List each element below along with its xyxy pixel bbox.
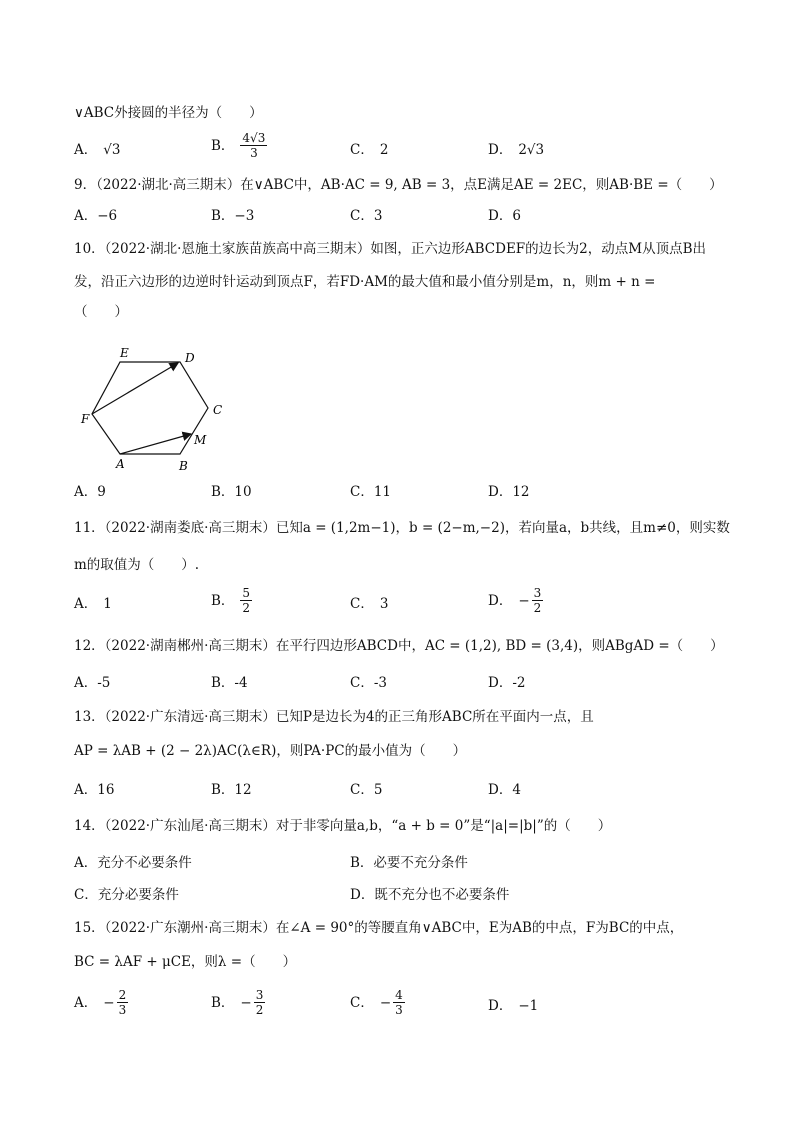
- option-b[interactable]: B．必要不充分条件: [350, 855, 468, 871]
- question-12-stem: 12．（2022·湖南郴州·高三期末）在平行四边形ABCD中，AC = (1,2), BD = (3,4)，则ABgAD =（ ）: [74, 638, 724, 654]
- option-a[interactable]: A．充分不必要条件: [74, 855, 192, 871]
- label-c: C: [213, 403, 223, 417]
- option-c[interactable]: C． 2: [350, 142, 389, 158]
- option-d[interactable]: D． 2√3: [488, 142, 545, 158]
- vector-fd: [92, 363, 178, 414]
- option-b[interactable]: B． − $\frac{3}{2}$: [211, 988, 264, 1017]
- option-c[interactable]: C． − $\frac{4}{3}$: [350, 988, 403, 1017]
- label-e: E: [120, 346, 129, 360]
- question-11-stem-line2: m的取值为（ ）.: [74, 557, 200, 573]
- question-10-stem-line1: 10．（2022·湖北·恩施土家族苗族高中高三期末）如图，正六边形ABCDEF的边长为2，动点M从顶点B出: [74, 241, 706, 257]
- question-14-options-row1: [74, 853, 714, 873]
- question-9-stem: 9．（2022·湖北·高三期末）在∨ABC中，AB·AC = 9, AB = 3，点E满足AE = 2EC，则AB·BE =（ ）: [74, 177, 723, 193]
- question-8-options: [74, 131, 714, 171]
- fraction: $\frac{4√3}{3}$: [242, 131, 266, 160]
- question-11-options: [74, 588, 714, 622]
- option-d[interactable]: D．4: [488, 782, 521, 798]
- label-b: B: [179, 459, 188, 473]
- question-15-stem-line2: BC = λAF + μCE，则λ =（ ）: [74, 954, 297, 970]
- option-a[interactable]: A．16: [74, 782, 115, 798]
- question-14-stem: 14．（2022·广东汕尾·高三期末）对于非零向量a,b，“a + b = 0”是“|a|=|b|”的（ ）: [74, 818, 612, 834]
- question-15-options: [74, 990, 714, 1024]
- question-8-stem: ∨ABC外接圆的半径为（ ）: [74, 105, 263, 121]
- fraction: $\frac{3}{2}$: [533, 586, 542, 615]
- hexagon-outline: [92, 362, 208, 454]
- option-a[interactable]: A． − $\frac{2}{3}$: [74, 988, 127, 1017]
- fraction: $\frac{3}{2}$: [255, 988, 264, 1017]
- fraction: $\frac{2}{3}$: [118, 988, 127, 1017]
- option-a[interactable]: A． √3: [74, 142, 121, 158]
- option-d[interactable]: D． −1: [488, 998, 539, 1014]
- vector-am: [120, 434, 191, 454]
- question-12-options: [74, 673, 714, 693]
- question-13-options: [74, 780, 714, 800]
- option-d[interactable]: D． − $\frac{3}{2}$: [488, 586, 542, 615]
- option-c[interactable]: C．-3: [350, 675, 387, 691]
- option-c[interactable]: C．5: [350, 782, 383, 798]
- question-11-stem-line1: 11．（2022·湖南娄底·高三期末）已知a = (1,2m−1)，b = (2−m,−2)，若向量a，b共线，且m≠0，则实数: [74, 520, 730, 536]
- question-13-stem-line1: 13．（2022·广东清远·高三期末）已知P是边长为4的正三角形ABC所在平面内一点，且: [74, 709, 594, 725]
- question-14-options-row2: [74, 885, 714, 905]
- option-b[interactable]: B． $\frac{5}{2}$: [211, 586, 251, 615]
- option-c[interactable]: C．3: [350, 208, 383, 224]
- label-a: A: [116, 457, 125, 471]
- label-d: D: [185, 351, 195, 365]
- fraction: $\frac{4}{3}$: [395, 988, 403, 1017]
- option-b[interactable]: B．10: [211, 484, 252, 500]
- option-b[interactable]: B． $\frac{4√3}{3}$: [211, 131, 266, 160]
- option-b[interactable]: B．12: [211, 782, 252, 798]
- fraction: $\frac{5}{2}$: [242, 586, 251, 615]
- option-a[interactable]: A．-5: [74, 675, 111, 691]
- option-a[interactable]: A．9: [74, 484, 106, 500]
- option-a[interactable]: A． 1: [74, 596, 112, 612]
- question-10-stem-line2: 发，沿正六边形的边逆时针运动到顶点F，若FD·AM的最大值和最小值分别是m，n，则m + n =: [74, 274, 656, 290]
- option-c[interactable]: C．充分必要条件: [74, 887, 179, 903]
- hexagon-diagram: [82, 344, 222, 476]
- label-m: M: [194, 433, 207, 447]
- option-b[interactable]: B．-4: [211, 675, 248, 691]
- option-d[interactable]: D．-2: [488, 675, 526, 691]
- label-f: F: [81, 412, 90, 426]
- question-15-stem-line1: 15．（2022·广东潮州·高三期末）在∠A = 90°的等腰直角∨ABC中，E为AB的中点，F为BC的中点，: [74, 920, 684, 936]
- option-b[interactable]: B．−3: [211, 208, 255, 224]
- hexagon-figure: [82, 344, 222, 476]
- option-c[interactable]: C．11: [350, 484, 392, 500]
- option-d[interactable]: D．既不充分也不必要条件: [350, 887, 510, 903]
- question-13-stem-line2: AP = λAB + (2 − 2λ)AC(λ∈R)，则PA·PC的最小值为（ ）: [74, 743, 467, 759]
- question-10-stem-line3: （ ）: [74, 304, 128, 320]
- question-10-options: [74, 482, 714, 502]
- option-c[interactable]: C． 3: [350, 596, 389, 612]
- option-d[interactable]: D．6: [488, 208, 521, 224]
- question-9-options: [74, 206, 714, 226]
- option-d[interactable]: D．12: [488, 484, 530, 500]
- option-a[interactable]: A．−6: [74, 208, 118, 224]
